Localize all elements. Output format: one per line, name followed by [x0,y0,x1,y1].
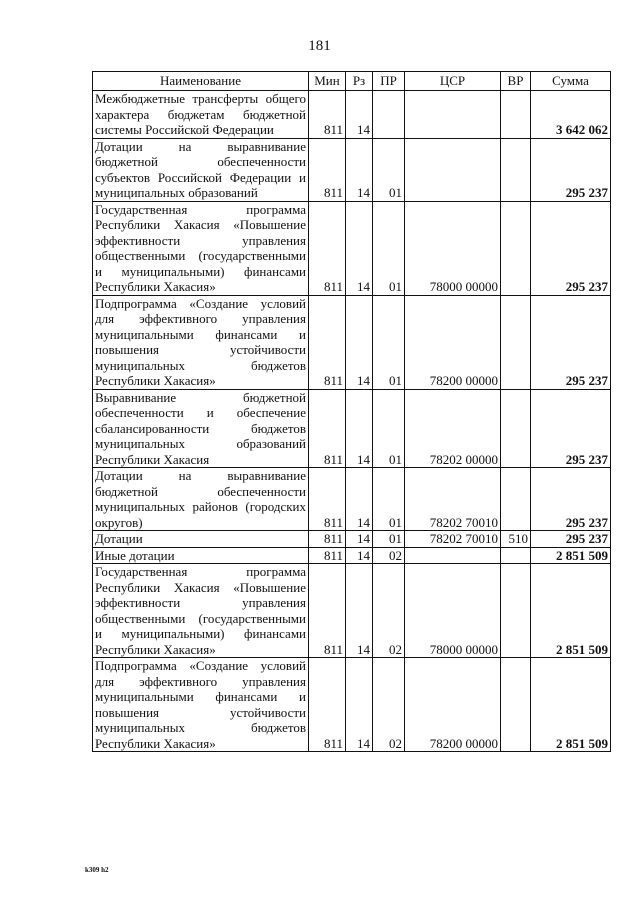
row-pr: 01 [373,295,405,389]
row-pr: 01 [373,531,405,548]
row-csr [405,138,501,201]
row-vr [501,138,531,201]
row-csr: 78000 00000 [405,564,501,658]
row-csr: 78202 00000 [405,389,501,468]
row-name: Дотации на выравнивание бюджетной обеспеченности муниципальных районов (городских округов) [93,468,309,531]
row-csr: 78200 00000 [405,295,501,389]
table-row [93,389,611,468]
row-pr: 02 [373,547,405,564]
row-csr [405,547,501,564]
row-rz: 14 [346,201,373,295]
row-min: 811 [309,531,346,548]
row-name: Иные дотации [93,547,309,564]
row-sum: 2 851 509 [531,547,611,564]
row-rz: 14 [346,468,373,531]
table-row [93,138,611,201]
row-rz: 14 [346,658,373,752]
table-row [93,531,611,548]
header-min: Мин [309,72,346,91]
row-sum: 295 237 [531,389,611,468]
header-sum: Сумма [531,72,611,91]
row-name: Дотации [93,531,309,548]
row-pr: 02 [373,564,405,658]
row-csr: 78000 00000 [405,201,501,295]
table-row [93,658,611,752]
row-min: 811 [309,91,346,139]
header-rz: Рз [346,72,373,91]
row-sum: 2 851 509 [531,564,611,658]
row-vr [501,564,531,658]
row-min: 811 [309,201,346,295]
row-csr: 78202 70010 [405,468,501,531]
row-sum: 295 237 [531,468,611,531]
row-vr [501,295,531,389]
row-sum: 2 851 509 [531,658,611,752]
row-rz: 14 [346,138,373,201]
row-rz: 14 [346,531,373,548]
row-pr: 01 [373,138,405,201]
row-name: Выравнивание бюджетной обеспеченности и обеспечение сбалансированности бюджетов муниципальных образований Республики Хакасия [93,389,309,468]
row-csr [405,91,501,139]
row-vr [501,91,531,139]
row-min: 811 [309,564,346,658]
row-sum: 295 237 [531,531,611,548]
row-csr: 78202 70010 [405,531,501,548]
table-row [93,547,611,564]
row-name: Дотации на выравнивание бюджетной обеспеченности субъектов Российской Федерации и муниципальных образований [93,138,309,201]
row-pr: 01 [373,389,405,468]
row-sum: 295 237 [531,201,611,295]
row-rz: 14 [346,547,373,564]
row-rz: 14 [346,389,373,468]
row-vr: 510 [501,531,531,548]
row-vr [501,201,531,295]
row-name: Межбюджетные трансферты общего характера бюджетам бюджетной системы Российской Федерации [93,91,309,139]
row-pr: 01 [373,201,405,295]
page-number: 181 [308,38,331,54]
row-pr: 02 [373,658,405,752]
row-rz: 14 [346,564,373,658]
row-min: 811 [309,389,346,468]
table-row [93,295,611,389]
row-name: Государственная программа Республики Хакасия «Повышение эффективности управления общественными (государственными и муниципальными) финансами Республики Хакасия» [93,201,309,295]
row-vr [501,547,531,564]
row-name: Подпрограмма «Создание условий для эффективного управления муниципальными финансами и повышения устойчивости муниципальных бюджетов Республики Хакасия» [93,658,309,752]
row-name: Государственная программа Республики Хакасия «Повышение эффективности управления общественными (государственными и муниципальными) финансами Республики Хакасия» [93,564,309,658]
row-min: 811 [309,138,346,201]
row-min: 811 [309,468,346,531]
footer-code: k309 h2 [85,866,109,874]
header-pr: ПР [373,72,405,91]
header-vr: ВР [501,72,531,91]
row-vr [501,389,531,468]
table-row [93,564,611,658]
table-row [93,201,611,295]
row-sum: 295 237 [531,138,611,201]
row-sum: 295 237 [531,295,611,389]
row-csr: 78200 00000 [405,658,501,752]
row-vr [501,468,531,531]
table-header-row [93,72,611,91]
row-min: 811 [309,547,346,564]
row-pr [373,91,405,139]
table-row [93,91,611,139]
table-row [93,468,611,531]
row-pr: 01 [373,468,405,531]
budget-table [92,71,611,752]
header-csr: ЦСР [405,72,501,91]
header-name: Наименование [93,72,309,91]
row-vr [501,658,531,752]
row-min: 811 [309,658,346,752]
row-name: Подпрограмма «Создание условий для эффективного управления муниципальными финансами и повышения устойчивости муниципальных бюджетов Республики Хакасия» [93,295,309,389]
row-min: 811 [309,295,346,389]
row-sum: 3 642 062 [531,91,611,139]
row-rz: 14 [346,295,373,389]
row-rz: 14 [346,91,373,139]
